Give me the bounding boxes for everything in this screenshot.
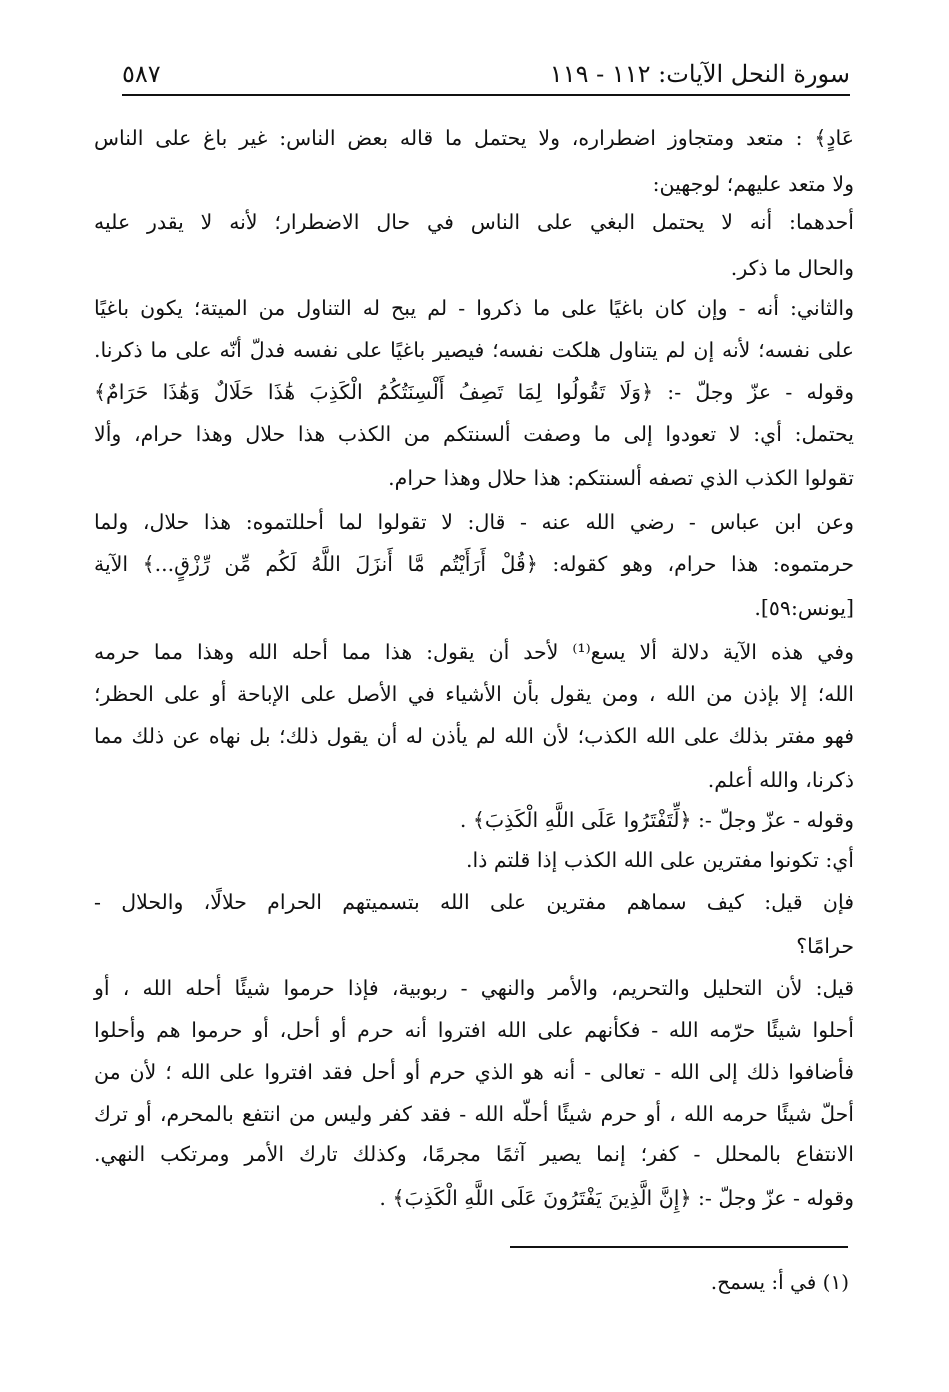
header-title: سورة النحل الآيات: ١١٢ - ١١٩ <box>549 60 850 88</box>
text-line: أي: تكونوا مفترين على الله الكذب إذا قلتم ذا. <box>466 848 854 872</box>
text-line: وقوله - عزّ وجلّ -: ﴿لِّتَفْتَرُوا عَلَى اللَّهِ الْكَذِبَ﴾ . <box>459 808 854 832</box>
text-line: أحدهما: أنه لا يحتمل البغي على الناس في حال الاضطرار؛ لأنه لا يقدر عليه <box>94 210 854 234</box>
text-line: أحلوا شيئًا حرّمه الله - فكأنهم على الله افتروا أنه حرم أو أحل، أو حرموا هم وأحلوا <box>94 1018 854 1042</box>
text-line: على نفسه؛ لأنه إن لم يتناول هلكت نفسه؛ فيصير باغيًا على نفسه فدلّ أنّه على ما ذكرنا. <box>94 338 854 362</box>
text-line: أحلّ شيئًا حرمه الله ، أو حرم شيئًا أحلّه الله - فقد كفر وليس من انتفع بالمحرم، أو ترك <box>94 1102 854 1126</box>
text-line: حرمتموه: هذا حرام، وهو كقوله: ﴿قُلْ أَرَأَيْتُم مَّا أَنزَلَ اللَّهُ لَكُم مِّن رِّزْقٍ...﴾ الآية <box>94 552 854 576</box>
text-line: فأضافوا ذلك إلى الله - تعالى - أنه هو الذي حرم أو أحل فقد افتروا على الله ؛ لأن من <box>94 1060 854 1084</box>
text-line: والحال ما ذكر. <box>730 256 854 280</box>
text-line: وفي هذه الآية دلالة ألا يسع⁽¹⁾ لأحد أن يقول: هذا مما أحله الله وهذا مما حرمه <box>94 640 854 664</box>
text-line: ذكرنا، والله أعلم. <box>707 768 854 792</box>
footnote-divider <box>510 1246 848 1248</box>
running-header <box>122 58 850 96</box>
text-line: وقوله - عزّ وجلّ -: ﴿إِنَّ الَّذِينَ يَفْتَرُونَ عَلَى اللَّهِ الْكَذِبَ﴾ . <box>379 1186 854 1210</box>
text-line: وقوله - عزّ وجلّ -: ﴿وَلَا تَقُولُوا لِمَا تَصِفُ أَلْسِنَتُكُمُ الْكَذِبَ هَٰذَا حَلَالٌ وَهَٰذَا حَرَامٌ﴾ <box>94 380 854 404</box>
text-line: والثاني: أنه - وإن كان باغيًا على ما ذكروا - لم يبح له التناول من الميتة؛ يكون باغيًا <box>94 296 854 320</box>
text-line: حرامًا؟ <box>796 934 854 958</box>
text-line: تقولوا الكذب الذي تصفه ألسنتكم: هذا حلال وهذا حرام. <box>388 466 854 490</box>
page-number: ٥٨٧ <box>122 60 161 88</box>
text-line: وعن ابن عباس - رضي الله عنه - قال: لا تقولوا لما أحللتموه: هذا حلال، ولما <box>94 510 854 534</box>
text-line: قيل: لأن التحليل والتحريم، والأمر والنهي - ربوبية، فإذا حرموا شيئًا أحله الله ، أو <box>94 976 854 1000</box>
text-line: عَادٍ﴾ : متعد ومتجاوز اضطراره، ولا يحتمل ما قاله بعض الناس: غير باغ على الناس <box>94 126 854 150</box>
text-line: الانتفاع بالمحلل - كفر؛ إنما يصير آثمًا مجرمًا، وكذلك تارك الأمر ومرتكب النهي. <box>94 1142 854 1166</box>
text-line: يحتمل: أي: لا تعودوا إلى ما وصفت ألسنتكم من الكذب هذا حلال وهذا حرام، وألا <box>94 422 854 446</box>
text-line: [يونس:٥٩]. <box>754 596 854 620</box>
text-line: الله؛ إلا بإذن من الله ، ومن يقول بأن الأشياء في الأصل على الإباحة أو على الحظر؛ <box>94 682 854 706</box>
text-line: فهو مفتر بذلك على الله الكذب؛ لأن الله لم يأذن له أن يقول ذلك؛ بل نهاه عن ذلك مما <box>94 724 854 748</box>
footnote: (١) في أ: يسمح. <box>710 1270 849 1294</box>
text-line: فإن قيل: كيف سماهم مفترين على الله بتسميتهم الحرام حلالًا، والحلال - <box>94 890 854 914</box>
text-line: ولا متعد عليهم؛ لوجهين: <box>652 172 854 196</box>
